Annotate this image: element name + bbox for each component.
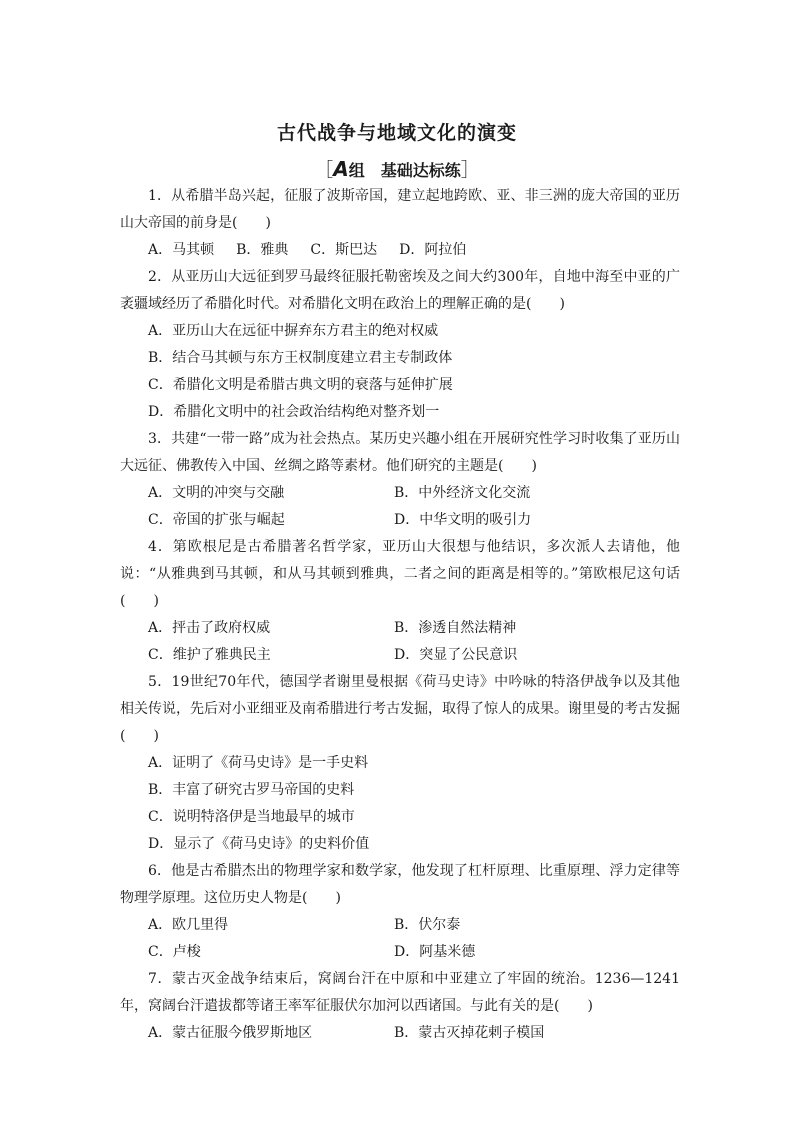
question-3-stem: 3．共建“一带一路”成为社会热点。某历史兴趣小组在开展研究性学习时收集了亚历山大远征、佛教传入中国、丝绸之路等素材。他们研究的主题是( ) — [120, 431, 680, 474]
option-a: A．亚历山大在远征中摒弃东方君主的绝对权威 — [148, 323, 439, 339]
option-c: C．卢梭 — [148, 944, 201, 960]
option-b: B．丰富了研究古罗马帝国的史料 — [148, 782, 355, 798]
question-5-stem: 5．19世纪70年代，德国学者谢里曼根据《荷马史诗》中吟咏的特洛伊战争以及其他相关传说，先后对小亚细亚及南希腊进行考古发掘，取得了惊人的成果。谢里曼的考古发掘( ) — [120, 674, 680, 744]
option-a: A．文明的冲突与交融 — [148, 485, 285, 501]
option-c: C．希腊化文明是希腊古典文明的衰落与延伸扩展 — [148, 377, 453, 393]
option-d: D．中华文明的吸引力 — [394, 512, 532, 528]
question-4-options-row-1 — [120, 615, 680, 642]
option-d: D．希腊化文明中的社会政治结构绝对整齐划一 — [148, 404, 440, 420]
option-d: D．阿基米德 — [394, 944, 476, 960]
group-letter: A — [333, 157, 349, 181]
option-a: A．马其顿 — [148, 242, 215, 258]
group-label: 组 基础达标练 — [348, 161, 461, 180]
question-1-stem: 1．从希腊半岛兴起，征服了波斯帝国，建立起地跨欧、亚、非三洲的庞大帝国的亚历山大帝国的前身是( ) — [120, 188, 680, 231]
option-b: B．雅典 — [236, 242, 289, 258]
option-c: C．维护了雅典民主 — [148, 647, 271, 663]
question-7-options-row-1 — [120, 1020, 680, 1047]
option-b: B．伏尔泰 — [394, 917, 461, 933]
option-d: D．阿拉伯 — [399, 242, 467, 258]
question-6-stem: 6．他是古希腊杰出的物理学家和数学家，他发现了杠杆原理、比重原理、浮力定律等物理学原理。这位历史人物是( ) — [120, 863, 680, 906]
option-c: C．斯巴达 — [310, 242, 378, 258]
option-c: C．帝国的扩张与崛起 — [148, 512, 285, 528]
question-4-stem: 4．第欧根尼是古希腊著名哲学家，亚历山大很想与他结识，多次派人去请他，他说：“从雅典到马其顿，和从马其顿到雅典，二者之间的距离是相等的。”第欧根尼这句话( ) — [120, 539, 680, 609]
option-c: C．说明特洛伊是当地最早的城市 — [148, 809, 355, 825]
option-d: D．突显了公民意识 — [394, 647, 518, 663]
option-a: A．蒙古征服今俄罗斯地区 — [148, 1025, 313, 1041]
bracket-open: ［ — [314, 159, 334, 181]
question-3-options-row-1 — [120, 480, 680, 507]
option-a: A．证明了《荷马史诗》是一手史料 — [148, 755, 369, 771]
page-title: 古代战争与地域文化的演变 — [276, 122, 517, 144]
option-b: B．结合马其顿与东方王权制度建立君主专制政体 — [148, 350, 453, 366]
question-list — [120, 183, 680, 1047]
question-6-options-row-2 — [120, 939, 680, 966]
option-b: B．蒙古灭掉花剌子模国 — [394, 1025, 545, 1041]
option-a: A．抨击了政府权威 — [148, 620, 271, 636]
question-2-stem: 2．从亚历山大远征到罗马最终征服托勒密埃及之间大约300年，自地中海至中亚的广袤疆域经历了希腊化时代。对希腊化文明在政治上的理解正确的是( ) — [120, 269, 680, 312]
question-6-options-row-1 — [120, 912, 680, 939]
question-4-options-row-2 — [120, 642, 680, 669]
section-heading — [0, 155, 794, 182]
question-3-options-row-2 — [120, 507, 680, 534]
option-d: D．显示了《荷马史诗》的史料价值 — [148, 836, 370, 852]
option-b: B．中外经济文化交流 — [394, 485, 531, 501]
question-7-stem: 7．蒙古灭金战争结束后，窝阔台汗在中原和中亚建立了牢固的统治。1236—1241年，窝阔台汗遣拔都等诸王率军征服伏尔加河以西诸国。与此有关的是( ) — [120, 971, 680, 1014]
option-a: A．欧几里得 — [148, 917, 229, 933]
option-b: B．渗透自然法精神 — [394, 620, 517, 636]
question-1-options — [120, 237, 680, 264]
bracket-close: ］ — [460, 159, 480, 181]
